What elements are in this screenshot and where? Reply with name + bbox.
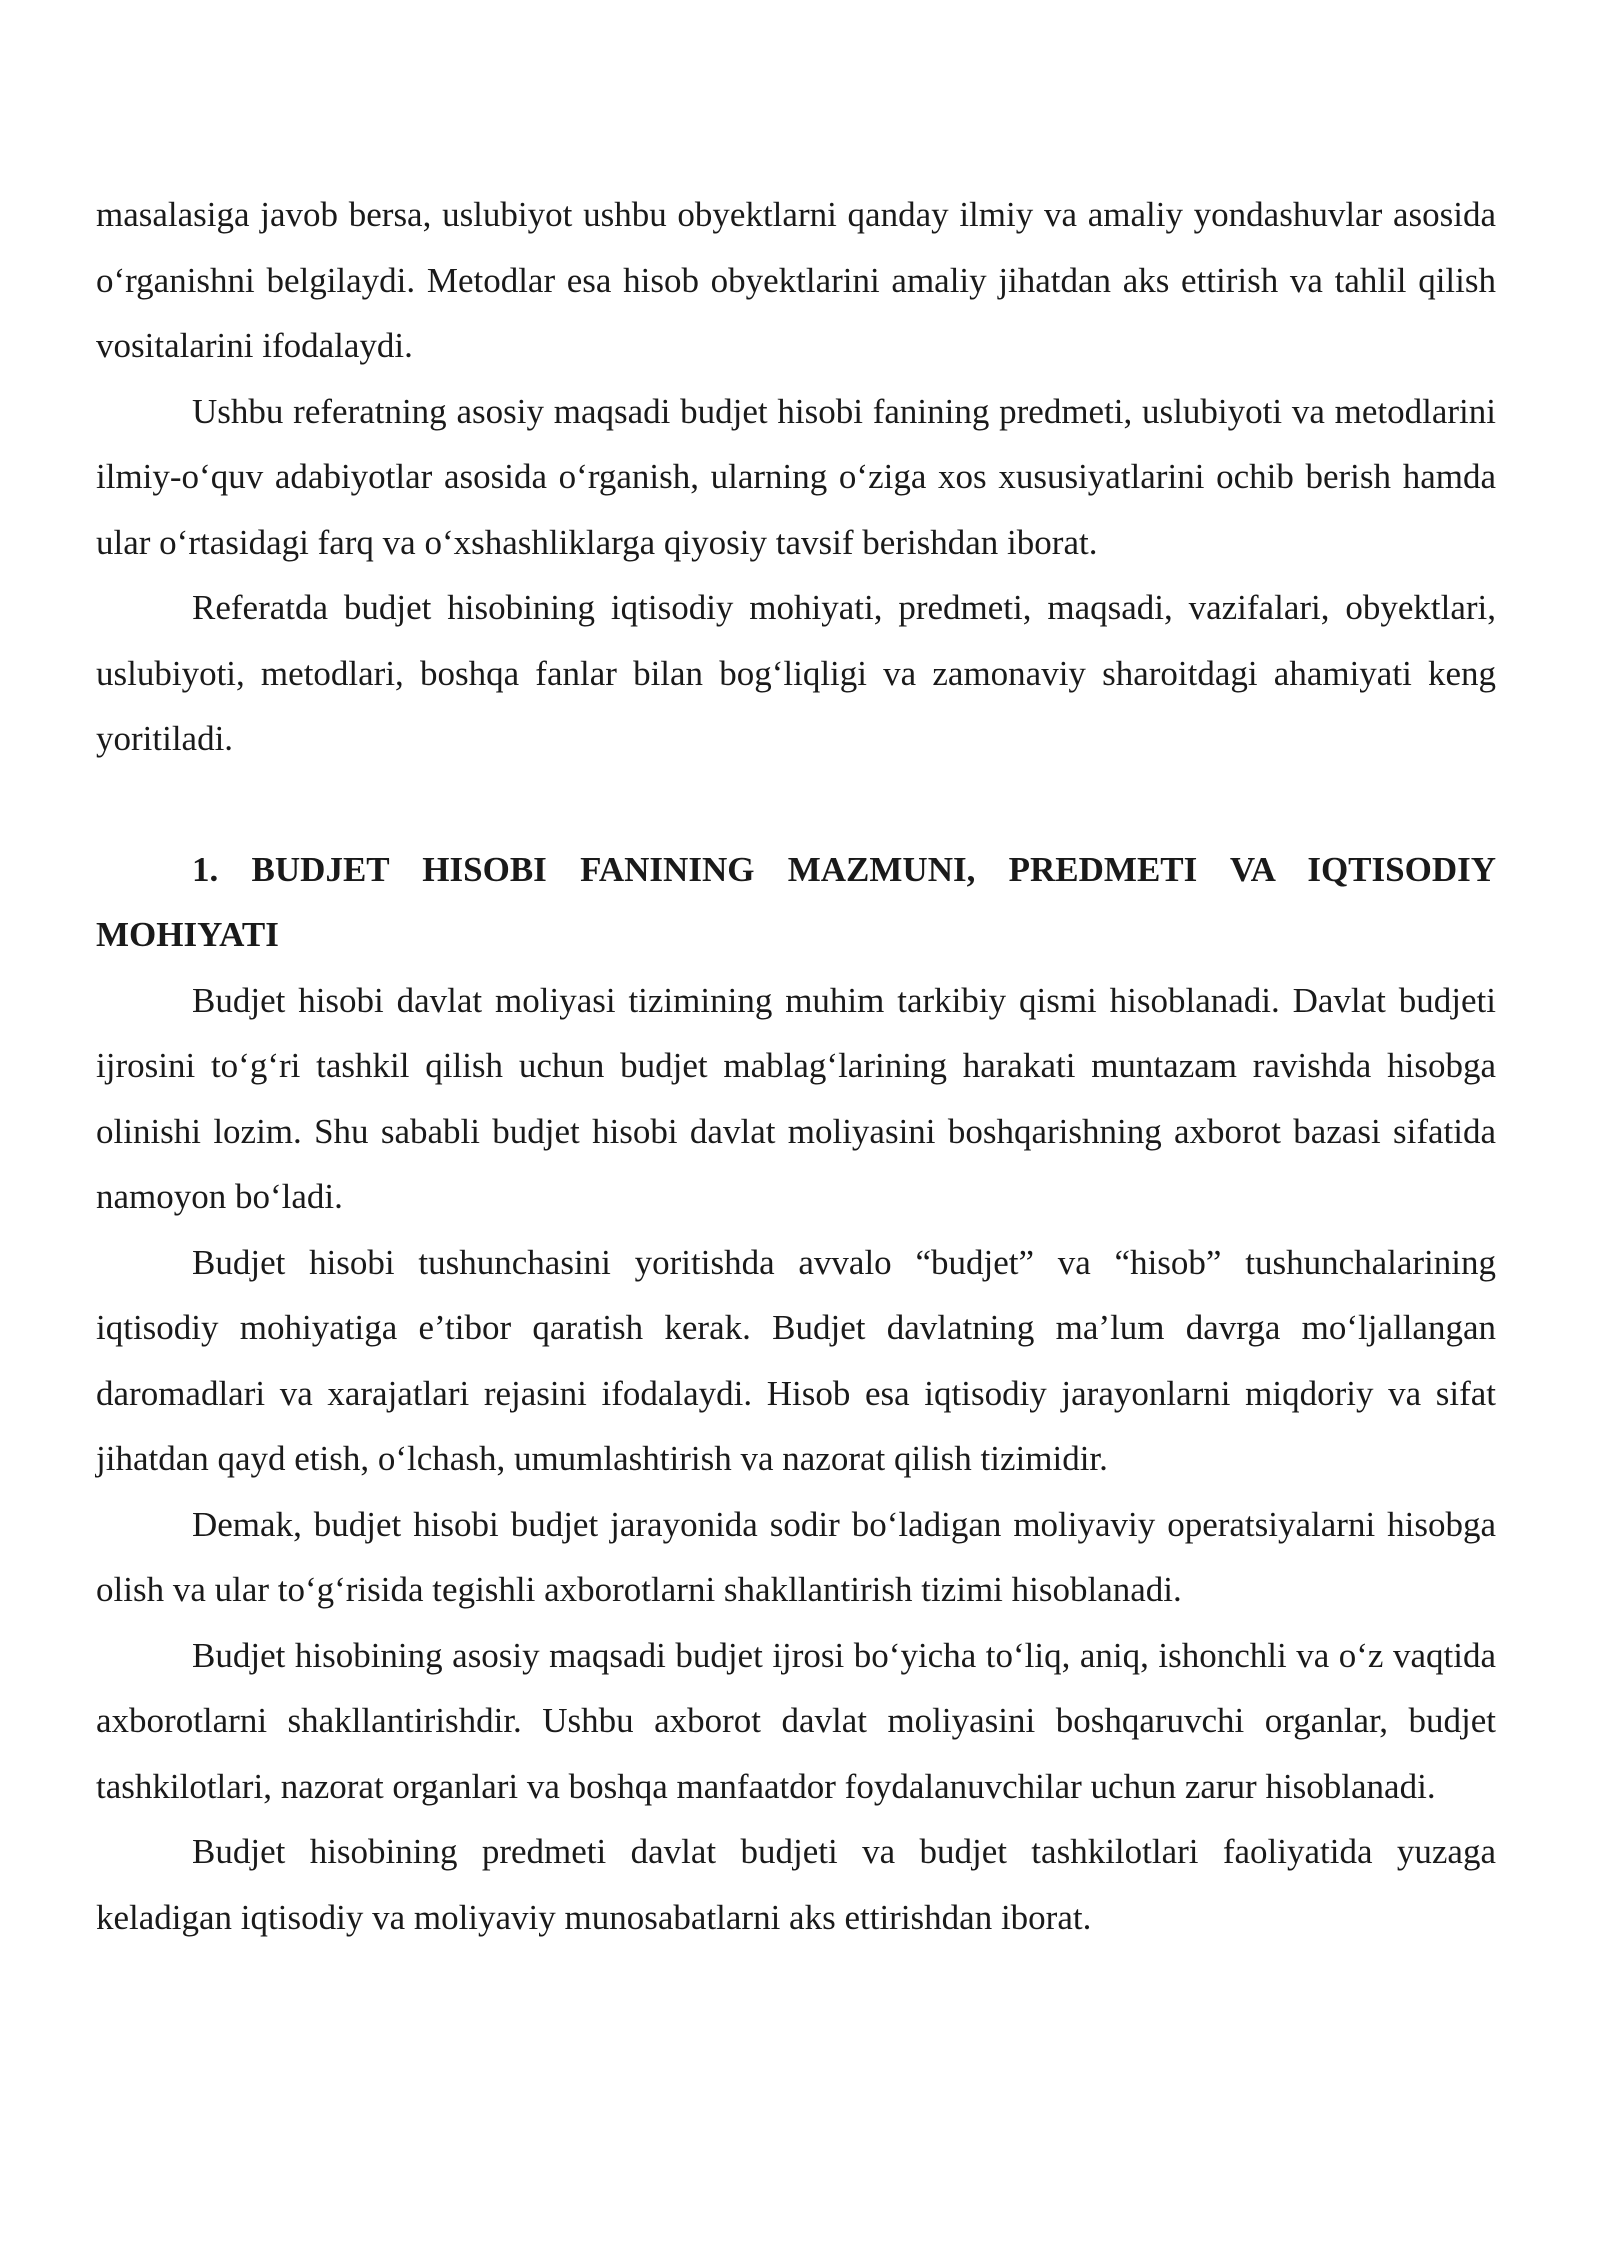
paragraph-scope: Referatda budjet hisobining iqtisodiy mohiyati, predmeti, maqsadi, vazifalari, obyektlari, uslubiyoti, metodlari, boshqa fanlar bilan bog‘liqligi va zamonaviy sharoitdagi ahamiyati keng yoritiladi. — [96, 588, 1496, 758]
paragraph-conclusion: Demak, budjet hisobi budjet jarayonida sodir bo‘ladigan moliyaviy operatsiyalarni hisobga olish va ular to‘g‘risida tegishli axborotlarni shakllantirish tizimi hisoblanadi. — [96, 1504, 1496, 1609]
document-page — [96, 182, 1496, 1950]
paragraph-concepts: Budjet hisobi tushunchasini yoritishda avvalo “budjet” va “hisob” tushunchalarining iqtisodiy mohiyatiga e’tibor qaratish kerak. Budjet davlatning ma’lum davrga mo‘ljallangan daromadlari va xarajatlari rejasini ifodalaydi. Hisob esa iqtisodiy jarayonlarni miqdoriy va sifat jihatdan qayd etish, o‘lchash, umumlashtirish va nazorat qilish tizimidir. — [96, 1242, 1496, 1478]
paragraph-subject: Budjet hisobining predmeti davlat budjeti va budjet tashkilotlari faoliyatida yuzaga keladigan iqtisodiy va moliyaviy munosabatlarni aks ettirishdan iborat. — [96, 1832, 1496, 1937]
section-heading: 1. BUDJET HISOBI FANINING MAZMUNI, PREDMETI VA IQTISODIY MOHIYATI — [96, 849, 1496, 954]
paragraph-main-goal: Budjet hisobining asosiy maqsadi budjet ijrosi bo‘yicha to‘liq, aniq, ishonchli va o‘z vaqtida axborotlarni shakllantirishdir. Ushbu axborot davlat moliyasini boshqaruvchi organlar, budjet tashkilotlari, nazorat organlari va boshqa manfaatdor foydalanuvchilar uchun zarur hisoblanadi. — [96, 1635, 1496, 1806]
paragraph-aim: Ushbu referatning asosiy maqsadi budjet hisobi fanining predmeti, uslubiyoti va metodlarini ilmiy-o‘quv adabiyotlar asosida o‘rganish, ularning o‘ziga xos xususiyatlarini ochib berish hamda ular o‘rtasidagi farq va o‘xshashliklarga qiyosiy tavsif berishdan iborat. — [96, 391, 1496, 562]
paragraph-continuation: masalasiga javob bersa, uslubiyot ushbu obyektlarni qanday ilmiy va amaliy yondashuvlar asosida o‘rganishni belgilaydi. Metodlar esa hisob obyektlarini amaliy jihatdan aks ettirish va tahlil qilish vositalarini ifodalaydi. — [96, 195, 1496, 365]
paragraph-budget-accounting: Budjet hisobi davlat moliyasi tizimining muhim tarkibiy qismi hisoblanadi. Davlat budjeti ijrosini to‘g‘ri tashkil qilish uchun budjet mablag‘larining harakati muntazam ravishda hisobga olinishi lozim. Shu sababli budjet hisobi davlat moliyasini boshqarishning axborot bazasi sifatida namoyon bo‘ladi. — [96, 980, 1496, 1216]
